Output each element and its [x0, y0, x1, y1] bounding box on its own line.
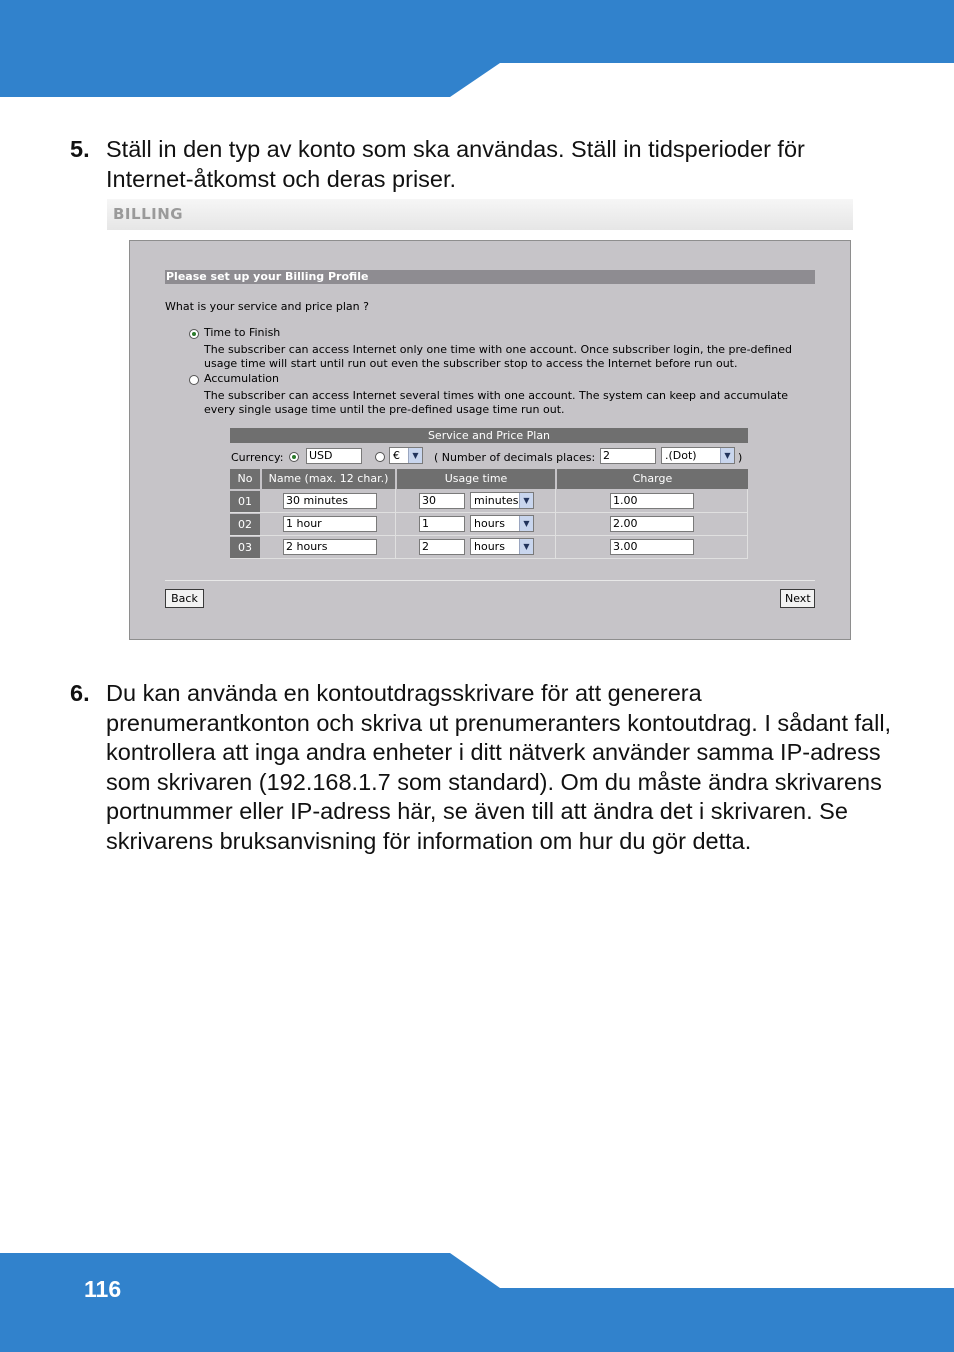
step-number: 5.: [70, 136, 90, 162]
page-number: 116: [84, 1276, 122, 1302]
col-header-no: No: [230, 469, 260, 489]
plan-table-title: Service and Price Plan: [230, 428, 748, 443]
row-charge-input[interactable]: 1.00: [610, 493, 694, 509]
back-button[interactable]: Back: [165, 589, 204, 608]
decimal-separator-select[interactable]: [661, 447, 735, 464]
column-divider: [747, 489, 748, 558]
option-label-accumulation: Accumulation: [204, 372, 279, 385]
footer-band: [0, 1253, 954, 1352]
row-charge-input[interactable]: 3.00: [610, 539, 694, 555]
chevron-down-icon: ▼: [519, 493, 533, 508]
radio-currency-symbol[interactable]: [375, 452, 385, 462]
radio-time-to-finish[interactable]: [189, 329, 199, 339]
chevron-down-icon: ▼: [519, 516, 533, 531]
chevron-down-icon: ▼: [720, 448, 734, 463]
currency-label: Currency:: [231, 451, 284, 464]
panel-header: Please set up your Billing Profile: [165, 270, 815, 284]
row-usage-input[interactable]: 30: [419, 493, 465, 509]
decimals-label: ( Number of decimals places:: [434, 451, 596, 464]
row-name-input[interactable]: 1 hour: [283, 516, 377, 532]
option-label-time-to-finish: Time to Finish: [204, 326, 281, 339]
decimals-input[interactable]: 2: [600, 448, 656, 464]
currency-input[interactable]: USD: [306, 448, 362, 464]
row-name-input[interactable]: 30 minutes: [283, 493, 377, 509]
billing-section-title: BILLING: [113, 205, 184, 223]
col-header-name: Name (max. 12 char.): [262, 469, 395, 489]
row-number: 01: [230, 491, 260, 512]
chevron-down-icon: ▼: [519, 539, 533, 554]
decimal-separator-value: .(Dot): [665, 449, 697, 462]
step-text: Ställ in den typ av konto som ska användas. Ställ in tidsperioder för Internet-åtkomst och deras priser.: [106, 136, 805, 192]
option-desc-line: every single usage time until the pre-defined usage time run out.: [204, 403, 565, 416]
plan-question: What is your service and price plan ?: [165, 300, 369, 313]
option-desc-line: The subscriber can access Internet several times with one account. The system can keep and accumulate: [204, 389, 789, 402]
row-usage-input[interactable]: 2: [419, 539, 465, 555]
currency-symbol-select[interactable]: [389, 447, 423, 464]
option-desc-line: usage time will start until run out even the subscriber stop to access the Internet before run out.: [204, 357, 738, 370]
row-charge-input[interactable]: 2.00: [610, 516, 694, 532]
col-header-usage: Usage time: [397, 469, 555, 489]
next-button[interactable]: Next: [780, 589, 815, 608]
form-divider: [165, 580, 815, 581]
column-divider: [395, 489, 396, 558]
row-unit-value: minutes: [474, 494, 519, 507]
column-divider: [555, 489, 556, 558]
row-unit-value: hours: [474, 517, 505, 530]
step-text: Du kan använda en kontoutdragsskrivare för att generera prenumerantkonton och skriva ut prenumeranters kontoutdrag. I sådant fall, kontrollera att inga andra enheter i ditt nätverk använder samma IP-adress som skrivaren (192.168.1.7 som standard). Om du måste ändra skrivarens portnummer eller IP-adress här, se även till att ändra det i skrivaren. Se skrivarens bruksanvisning för information om hur du gör detta.: [106, 680, 892, 854]
currency-symbol-value: €: [393, 449, 400, 462]
row-unit-select[interactable]: [470, 538, 534, 555]
row-number: 03: [230, 537, 260, 558]
row-unit-select[interactable]: [470, 515, 534, 532]
header-band: [0, 0, 954, 97]
row-number: 02: [230, 514, 260, 535]
option-desc-line: The subscriber can access Internet only one time with one account. Once subscriber login, the pre-defined: [204, 343, 792, 356]
row-divider: [230, 512, 748, 513]
step-number: 6.: [70, 680, 90, 706]
billing-profile-panel: [129, 240, 851, 640]
row-divider: [230, 558, 748, 559]
row-unit-select[interactable]: [470, 492, 534, 509]
col-header-charge: Charge: [557, 469, 748, 489]
row-name-input[interactable]: 2 hours: [283, 539, 377, 555]
billing-title-strip: [107, 199, 853, 230]
chevron-down-icon: ▼: [408, 448, 422, 463]
radio-currency-text[interactable]: [289, 452, 299, 462]
row-unit-value: hours: [474, 540, 505, 553]
radio-accumulation[interactable]: [189, 375, 199, 385]
row-usage-input[interactable]: 1: [419, 516, 465, 532]
decimals-close: ): [738, 451, 743, 464]
row-divider: [230, 535, 748, 536]
